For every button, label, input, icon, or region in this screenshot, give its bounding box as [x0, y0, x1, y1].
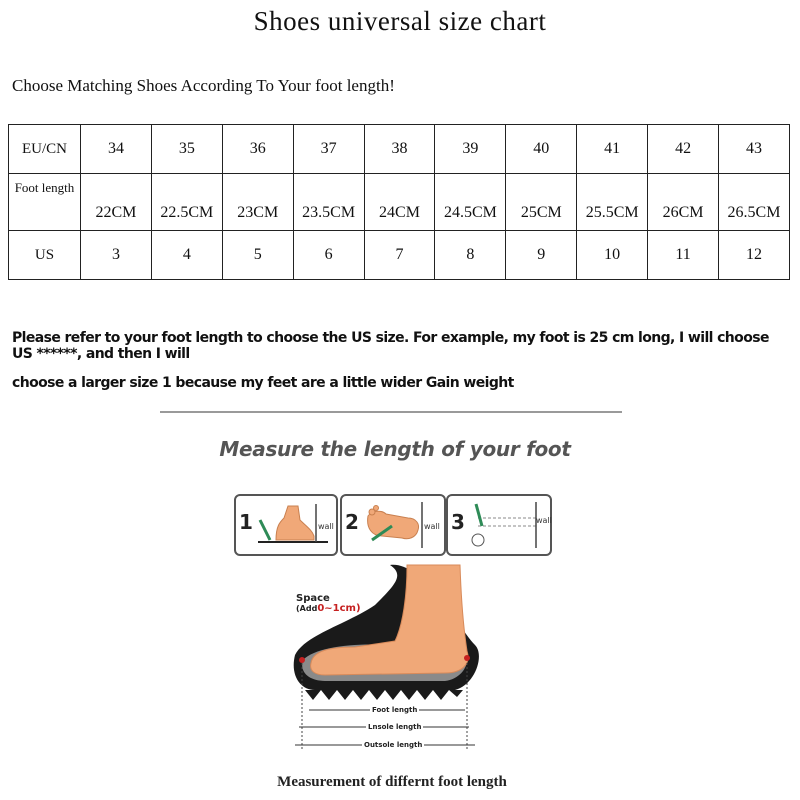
cell-us: 4	[151, 231, 222, 280]
step-2-panel	[340, 494, 446, 556]
wall-label: wall	[424, 522, 440, 531]
step-number: 3	[451, 510, 465, 534]
divider	[160, 411, 622, 413]
cell-foot-length: 22CM	[81, 174, 152, 231]
space-label	[296, 594, 361, 614]
cell-foot-length: 24.5CM	[435, 174, 506, 231]
cell-foot-length: 25CM	[506, 174, 577, 231]
space-title: Space	[296, 593, 330, 604]
cell-foot-length: 26.5CM	[719, 174, 790, 231]
foot-length-label: Foot length	[372, 706, 418, 714]
cell-eu: 42	[648, 125, 719, 174]
cell-eu: 41	[577, 125, 648, 174]
cell-us: 8	[435, 231, 506, 280]
wall-label: wall	[318, 522, 334, 531]
cell-foot-length: 22.5CM	[151, 174, 222, 231]
cell-eu: 36	[222, 125, 293, 174]
cell-eu: 43	[719, 125, 790, 174]
space-range: 0~1cm)	[317, 603, 361, 614]
cell-us: 9	[506, 231, 577, 280]
cell-us: 10	[577, 231, 648, 280]
cell-eu: 35	[151, 125, 222, 174]
measure-title: Measure the length of your foot	[219, 437, 571, 461]
step-number: 1	[239, 510, 253, 534]
row-header-eu: EU/CN	[9, 125, 81, 174]
cell-us: 11	[648, 231, 719, 280]
step-number: 2	[345, 510, 359, 534]
wall-label: wall	[536, 516, 552, 525]
step-1-panel	[234, 494, 338, 556]
table-row-eu	[9, 125, 790, 174]
cell-foot-length: 23CM	[222, 174, 293, 231]
cell-us: 7	[364, 231, 435, 280]
page-title: Shoes universal size chart	[253, 6, 547, 36]
cell-eu: 37	[293, 125, 364, 174]
note-line-1: Please refer to your foot length to choose the US size. For example, my foot is 25 cm long, I will choose US ******, and then I will	[12, 330, 769, 362]
space-add: (Add	[296, 604, 318, 613]
table-row-us	[9, 231, 790, 280]
cell-eu: 39	[435, 125, 506, 174]
cell-us: 12	[719, 231, 790, 280]
row-header-us: US	[9, 231, 81, 280]
cell-foot-length: 23.5CM	[293, 174, 364, 231]
cell-eu: 34	[81, 125, 152, 174]
cell-us: 5	[222, 231, 293, 280]
size-table	[8, 124, 790, 280]
cell-foot-length: 26CM	[648, 174, 719, 231]
outsole-length-label: Outsole length	[364, 741, 423, 749]
insole-length-label: Lnsole length	[368, 723, 422, 731]
cell-eu: 38	[364, 125, 435, 174]
cell-eu: 40	[506, 125, 577, 174]
row-header-foot-length: Foot length	[9, 174, 81, 231]
subtitle: Choose Matching Shoes According To Your foot length!	[12, 76, 395, 95]
ruler-icon	[448, 496, 550, 554]
cell-us: 6	[293, 231, 364, 280]
note-line-2: choose a larger size 1 because my feet are a little wider Gain weight	[12, 375, 514, 391]
cell-foot-length: 24CM	[364, 174, 435, 231]
step-3-panel	[446, 494, 552, 556]
cell-us: 3	[81, 231, 152, 280]
table-row-foot-length	[9, 174, 790, 231]
diagram-caption: Measurement of differnt foot length	[277, 774, 507, 790]
cell-foot-length: 25.5CM	[577, 174, 648, 231]
